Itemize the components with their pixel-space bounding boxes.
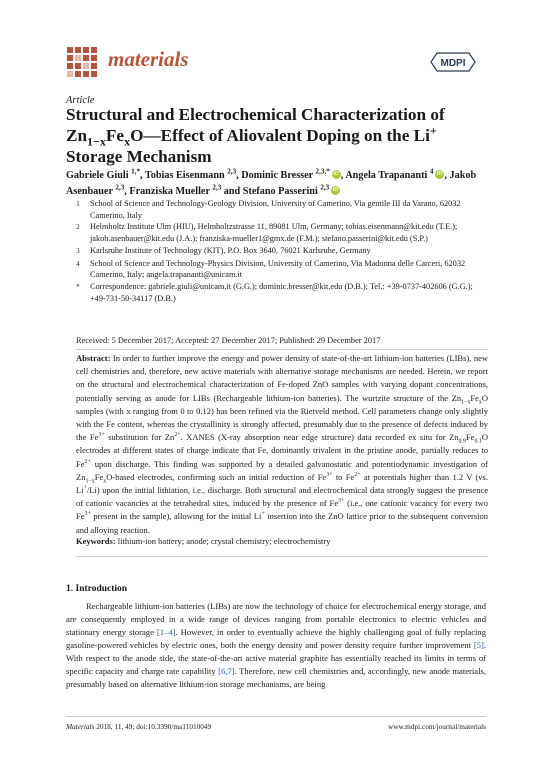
citation-link[interactable]: [1–4] bbox=[156, 627, 176, 637]
affiliation-item: 3 Karlsruhe Institute of Technology (KIT), P.O. Box 3640, 76021 Karlsruhe, Germany bbox=[76, 245, 371, 255]
footer-divider bbox=[66, 716, 486, 717]
journal-name: materials bbox=[108, 47, 189, 71]
affiliation-item: 4 School of Science and Technology-Physics Division, University of Camerino, Via Madonna delle Carceri, 62032 Camerino, Italy; angela.trapananti@unicam.it bbox=[76, 258, 466, 280]
affiliation-list bbox=[66, 198, 486, 304]
orcid-icon[interactable] bbox=[332, 170, 341, 179]
citation-link[interactable]: [6,7] bbox=[218, 666, 235, 676]
citation-link[interactable]: [5] bbox=[473, 640, 484, 650]
abstract: Abstract: In order to further improve the energy and power density of state-of-the-art lithium-ion batteries (LIBs), new cell chemistries and, therefore, new active materials with alternative storage mechanisms are needed. Herein, we report on the structural and electrochemical characterization of Fe-doped ZnO samples with varying dopant concentrations, potentially serving as anode for LIBs (Rechargeable lithium-ion batteries). The wurtzite structure of the $Zn_{1-x}Fe_xO$ samples (with x ranging from 0 to 0.12) has been refined via the Rietveld method. Cell parameters change only slightly with the Fe content, whereas the crystallinity is strongly affected, presumably due to the presence of defects induced by the $Fe^{3+}$ substitution for $Zn^{2+}$. XANES (X-ray absorption near edge structure) data recorded ex situ for $Zn_{0.9}Fe_{0.1}O$ electrodes at different states of charge indicate that Fe, dominantly trivalent in the pristine anode, partially reduces to $Fe^{2+}$ upon discharge. This finding was supported by a detailed galvanostatic and potentiodynamic investigation of $Zn_{1-x}Fe_xO$-based electrodes, confirming such an initial reduction of $Fe^{3+}$ to $Fe^{2+}$ at potentials higher than 1.2 V (vs. Li+/Li) upon the initial lithiation, i.e., discharge. Both structural and electrochemical data strongly suggest the presence of cationic vacancies at the tetrahedral sites, induced by the presence of $Fe^{3+}$ (i.e., one cationic vacancy for every two $Fe^{3+}$ present in the sample), allowing for the initial Li+ insertion into the ZnO lattice prior to the subsequent conversion and alloying reaction. bbox=[76, 353, 489, 535]
author[interactable]: Gabriele Giuli $^{1,*}$ bbox=[66, 167, 140, 181]
author[interactable]: Franziska Mueller $^{2,3}$ bbox=[129, 183, 222, 197]
keywords: Keywords: lithium-ion battery; anode; crystal chemistry; electrochemistry bbox=[76, 536, 331, 546]
affiliation-item: 1 School of Science and Technology-Geology Division, University of Camerino, Via gentile III da Varano, 62032 Camerino, Italy bbox=[76, 199, 461, 220]
author[interactable]: Tobias Eisenmann $^{2,3}$ bbox=[144, 167, 237, 181]
author-list: Gabriele Giuli $^{1,*}$, Tobias Eisenmann $^{2,3}$, Dominic Bresser $^{2,3,*}$iD , Angela Trapananti $^4$iD , Jakob Asenbauer $^{2,3}$, Franziska Mueller $^{2,3}$ and Stefano Passerini $^{2,3}$iD bbox=[66, 168, 486, 200]
orcid-icon[interactable] bbox=[331, 186, 340, 195]
author[interactable]: Angela Trapananti $^4$ bbox=[345, 167, 434, 181]
mdpi-logo-text: MDPI bbox=[440, 58, 466, 69]
footer-url[interactable]: www.mdpi.com/journal/materials bbox=[387, 722, 486, 731]
mdpi-logo-icon bbox=[429, 51, 477, 73]
introduction-paragraph: Rechargeable lithium-ion batteries (LIBs) are now the technology of choice for electrochemical energy storage, and are consequently employed in a wide range of devices ranging from portable electronics to electric vehicles and stationary energy storage [1–4]. However, in order to eventually achieve the highly challenging goal of fully replacing gasoline-powered vehicles by electric ones, both the energy density and power density require further improvement [5]. With respect to the anode side, the state-of-the-art active material graphite has essentially reached its limits in terms of specific capacity and charge rate capability [6,7]. Therefore, new cell chemistries and, accordingly, new anode materials, presumably based on alternative lithium-ion storage mechanisms, are being bbox=[66, 601, 486, 689]
author[interactable]: Jakob Asenbauer $^{2,3}$ bbox=[66, 170, 477, 197]
divider bbox=[76, 556, 488, 557]
footer-citation: Materials 2018, 11, 49; doi:10.3390/ma11010049 bbox=[66, 722, 212, 731]
author[interactable]: Dominic Bresser $^{2,3,*}$ bbox=[241, 167, 330, 181]
author[interactable]: Stefano Passerini $^{2,3}$ bbox=[242, 183, 330, 197]
affiliation-item: 2 Helmholtz Institute Ulm (HIU), Helmholtzstrasse 11, 89081 Ulm, Germany; tobias.eisenmann@kit.edu (T.E.); jakob.asenbauer@kit.edu (J.A.); franziska-mueller1@gmx.de (F.M.); stefano.passerini@kit.edu (S.P.) bbox=[76, 222, 458, 244]
divider bbox=[76, 349, 488, 350]
publication-dates: Received: 5 December 2017; Accepted: 27 December 2017; Published: 29 December 2017 bbox=[76, 336, 381, 345]
affiliation-item: * Correspondence: gabriele.giuli@unicam.it (G.G.); dominic.bresser@kit.edu (D.B.); Tel.: +39-0737-402606 (G.G.); +49-731-50-34117 (D.B.) bbox=[76, 281, 473, 303]
section-heading: 1. Introduction bbox=[66, 584, 128, 594]
materials-logo-icon bbox=[66, 46, 100, 80]
page-footer bbox=[66, 722, 486, 731]
article-title: Structural and Electrochemical Characterization of $Zn_{1-x}Fe_xO—Effect$ of Aliovalent Doping on the Li+ Storage Mechanism bbox=[66, 105, 445, 166]
article-type: Article bbox=[66, 95, 95, 106]
